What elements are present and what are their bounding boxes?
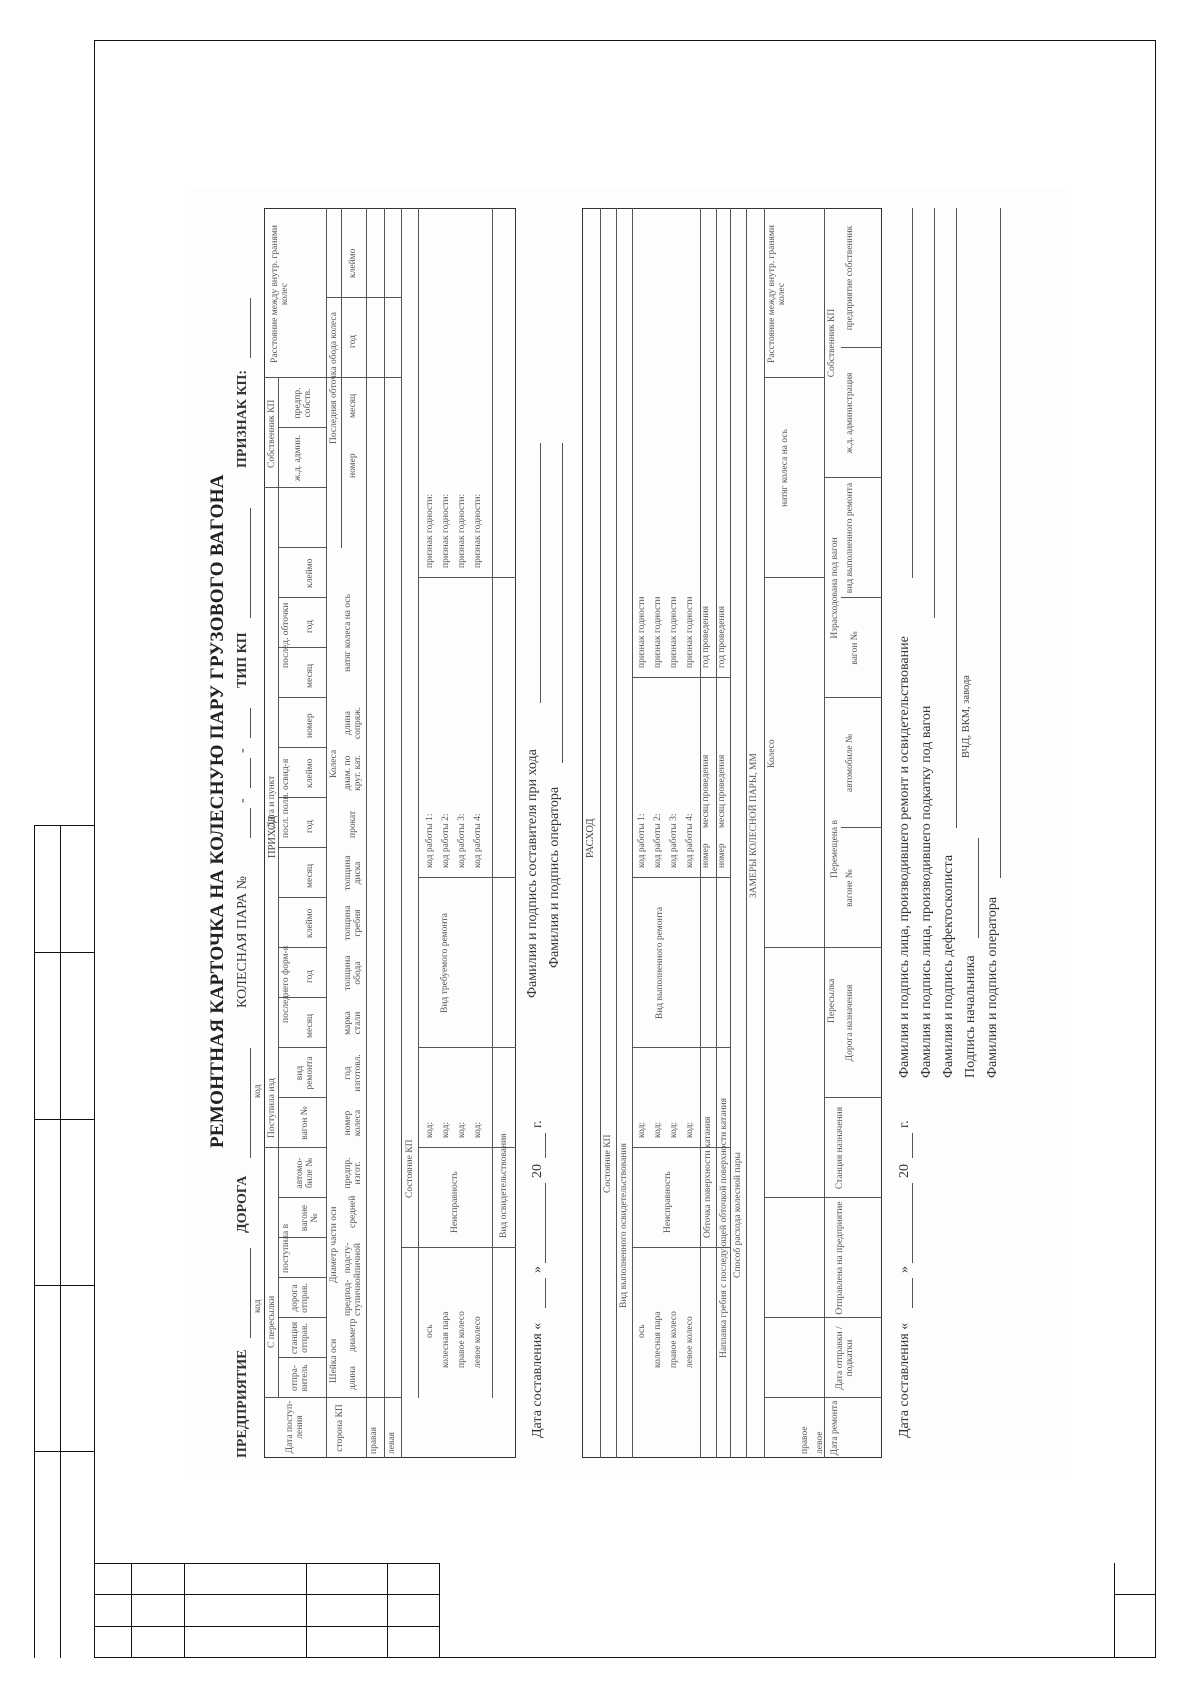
wheelset-no-label: КОЛЕСНАЯ ПАРА № [235, 875, 250, 1008]
road-code-label: код [253, 1084, 263, 1098]
scanned-card [186, 188, 1066, 1478]
measures-heading: ЗАМЕРЫ КОЛЕСНОЙ ПАРЫ, ММ [749, 753, 759, 898]
card-title: РЕМОНТНАЯ КАРТОЧКА НА КОЛЕСНУЮ ПАРУ ГРУЗОВОГО ВАГОНА [207, 474, 228, 1148]
expense-heading: РАСХОД [585, 818, 596, 858]
sig-operator: Фамилия и подпись оператора [985, 896, 1000, 1078]
road-label: ДОРОГА [235, 1175, 250, 1233]
repair-card-rotated: РЕМОНТНАЯ КАРТОЧКА НА КОЛЕСНУЮ ПАРУ ГРУЗОВОГО ВАГОНА ПРЕДПРИЯТИЕ код ДОРОГА код КОЛЕСНАЯ ПАРА № - - ТИП КП ПРИЗНАК КП: ПРИХОД Дата поступ- ления С пересылки отпра- витель станция отправ. дорога отправ. поступила в вагоне № автомо- биле № Поступила изд вагон № вид ремонта Дата и пункт последнего форм-я посл. полн. освид-я послед. обточки месяц год клеймо месяц год клеймо номер месяц год клеймо Собственник КП ж.д. админ. предпр. собств. Расстояние между внутр. гранями колес сторона КП Шейка оси длина диаметр Диаметр части оси предпод- ступичной подсту- пичной средней предпр. изгот. номер колеса год изготовл. марка стали толщина обода толщина гребня толщина диска прокат Колеса диам. по круг. кат. длина сопряж. натяг колеса на ось Последняя обточка обода колеса номер месяц год клеймо правая левая Состояние КП ось колесная пара правое колесо левое колесо Неисправность код: код: код: код: Вид требуемого ремонта код работы 1: код работы 2: код работы 3: код работы 4: признак годности: признак годности: признак годности: признак годности: Вид освидетельствования Дата составления « » 20 г. Фамилия и подпись составителя при хода Фамилия и подпись оператора РАСХОД Состояние КП Вид выполненного освидетельствования ось колесная пара правое колесо левое колесо Неисправность код: код: код: код: Вид выполненного ремонта код работы 1: код работы 2: код работы 3: код работы 4: признак годности признак годности признак годности признак годности номер номер месяц проведения месяц проведения год проведения год проведения Обточка поверхности катания Наплавка гребня с последующей обточкой поверхности катания Способ расхода колесной пары ЗАМЕРЫ КОЛЕСНОЙ ПАРЫ, ММ Колесо натяг колеса на ось Расстояние между внутр. гранями колес правое левое Дата ремонта Дата отправки / подкатки Отправлена на предприятие Станция назначения Дорога назначения Пересылка вагоне № Перемещена в автомобиле № Израсходована под вагон вагон № вид выполненного ремонта Собственник КП ж.д. администрация предприятие собственник Дата составления « » 20 г. Фамилия и подпись лица, производившего ремонт и освидетельствование Фамилия и подпись лица, производившего подкатку под вагон Фамилия и подпись дефектоскописта Подпись начальника ВЧД, ВКМ, завода Фамилия и подпись оператора [186, 188, 1066, 1478]
sign-label: ПРИЗНАК КП: [235, 369, 250, 468]
sig-chief: Подпись начальника [963, 955, 978, 1078]
sig-defectoscopist: Фамилия и подпись дефектоскописта [941, 854, 956, 1078]
left-margin-strip [34, 825, 94, 1658]
arrival-heading: ПРИХОД [267, 815, 278, 858]
arrival-date-label: Дата составления « [530, 1322, 545, 1438]
vkm-label: ВЧД, ВКМ, завода [961, 675, 972, 758]
arrival-sig-operator: Фамилия и подпись оператора [547, 786, 562, 968]
type-label: ТИП КП [235, 632, 250, 688]
arrival-sig-compiler: Фамилия и подпись составителя при хода [525, 749, 540, 998]
sig-repair: Фамилия и подпись лица, производившего ремонт и освидетельствование [897, 636, 912, 1078]
enterprise-code-label: код [253, 1299, 263, 1313]
arrival-row-right: правая [369, 1427, 379, 1454]
title-block [94, 1563, 1156, 1658]
sig-rollunder: Фамилия и подпись лица, производившего подкатку под вагон [919, 705, 934, 1078]
enterprise-label: ПРЕДПРИЯТИЕ [235, 1349, 250, 1458]
bottom-date-label: Дата составления « [897, 1322, 912, 1438]
arrival-row-left: левая [387, 1432, 397, 1454]
